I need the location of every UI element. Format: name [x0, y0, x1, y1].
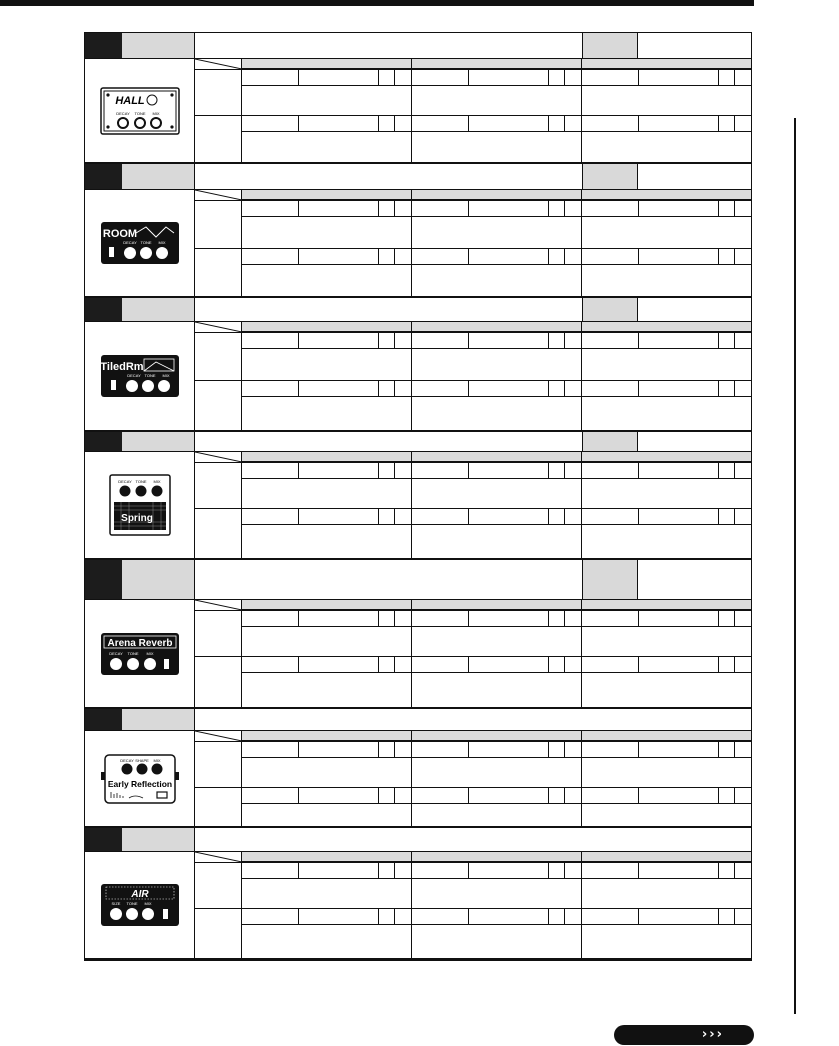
room-reverb-pedal-icon — [100, 221, 180, 265]
effect-number-cell — [85, 709, 122, 730]
value-row-upper — [242, 741, 751, 758]
effect-name-cell — [122, 828, 195, 851]
category-label-cell — [582, 560, 638, 599]
svg-text:DECAY: DECAY — [108, 650, 123, 656]
effect-number-cell — [85, 164, 122, 189]
svg-text:DECAY: DECAY — [126, 373, 141, 378]
explanation-cell — [412, 86, 582, 115]
explanation-cell — [242, 397, 412, 430]
effect-description-cell — [195, 432, 582, 451]
parameter-grid — [195, 852, 751, 958]
explanation-cell — [242, 86, 412, 115]
corner-cell — [195, 322, 242, 332]
row-label-upper — [195, 862, 242, 908]
category-value-cell — [638, 33, 751, 58]
svg-text:TONE: TONE — [125, 901, 138, 906]
pedal-label: Spring — [120, 513, 153, 524]
row-label-upper — [195, 69, 242, 115]
effect-block-arena-reverb — [85, 560, 751, 709]
explanation-cell — [242, 132, 412, 162]
effect-image-cell — [85, 600, 195, 707]
effect-header — [85, 828, 751, 852]
category-value-cell — [638, 164, 751, 189]
effect-number-cell — [85, 560, 122, 599]
value-row-lower — [242, 908, 751, 925]
pedal-label: ROOM — [102, 228, 137, 240]
row-label-upper — [195, 462, 242, 508]
pedal-label: Arena Reverb — [106, 637, 173, 649]
effect-block-hall — [85, 33, 751, 164]
row-label-upper — [195, 741, 242, 787]
parameter-header-2 — [412, 600, 582, 610]
corner-cell — [195, 600, 242, 610]
explanation-cell — [242, 479, 412, 508]
svg-text:MIX: MIX — [152, 479, 161, 484]
parameter-header-2 — [412, 731, 582, 741]
tiled-room-pedal-icon — [100, 354, 180, 398]
parameter-header-1 — [242, 59, 412, 69]
parameter-grid — [195, 322, 751, 430]
effect-block-spring — [85, 432, 751, 560]
category-value-cell — [638, 298, 751, 321]
pedal-label: HALL — [114, 94, 145, 107]
arena-reverb-pedal-icon — [100, 632, 180, 676]
parameter-header-3 — [582, 731, 751, 741]
value-row-lower — [242, 656, 751, 673]
effect-header — [85, 298, 751, 322]
category-value-cell — [638, 432, 751, 451]
pedal-label: TiledRm — [99, 361, 144, 373]
explanation-cell — [242, 673, 412, 707]
parameter-header-1 — [242, 452, 412, 462]
effect-image-cell — [85, 731, 195, 826]
effect-header — [85, 33, 751, 59]
category-label-cell — [582, 33, 638, 58]
parameter-grid — [195, 190, 751, 296]
effect-header — [85, 432, 751, 452]
explanation-cell — [412, 673, 582, 707]
effect-description-cell — [195, 33, 582, 58]
parameter-grid — [195, 59, 751, 162]
parameter-header-3 — [582, 600, 751, 610]
parameter-grid — [195, 731, 751, 826]
explanation-cell — [242, 925, 412, 958]
row-label-lower — [195, 248, 242, 296]
parameter-header-2 — [412, 322, 582, 332]
explanation-cell — [412, 349, 582, 380]
value-row-lower — [242, 115, 751, 132]
effect-image-cell — [85, 59, 195, 162]
corner-cell — [195, 452, 242, 462]
svg-text:DECAY: DECAY — [122, 240, 137, 245]
explanation-cell — [412, 397, 582, 430]
category-label-cell — [582, 432, 638, 451]
effect-image-cell — [85, 190, 195, 296]
corner-cell — [195, 731, 242, 741]
value-row-upper — [242, 610, 751, 627]
row-label-lower — [195, 508, 242, 558]
parameter-grid — [195, 600, 751, 707]
effect-name-cell — [122, 709, 195, 730]
air-pedal-icon — [100, 883, 180, 927]
parameter-header-2 — [412, 852, 582, 862]
explanation-cell — [412, 479, 582, 508]
effect-name-cell — [122, 164, 195, 189]
row-label-upper — [195, 200, 242, 248]
svg-text:DECAY: DECAY — [115, 110, 130, 116]
explanation-cell — [242, 627, 412, 656]
effect-description-cell — [195, 709, 751, 730]
row-label-lower — [195, 380, 242, 430]
value-row-upper — [242, 69, 751, 86]
explanation-cell — [412, 132, 582, 162]
value-row-lower — [242, 380, 751, 397]
parameter-header-3 — [582, 190, 751, 200]
parameter-header-1 — [242, 600, 412, 610]
parameter-header-1 — [242, 852, 412, 862]
effect-description-cell — [195, 828, 751, 851]
top-rule — [0, 0, 754, 6]
explanation-cell — [412, 879, 582, 908]
category-label-cell — [582, 164, 638, 189]
explanation-cell — [412, 265, 582, 296]
svg-text:TONE: TONE — [126, 650, 139, 656]
value-row-lower — [242, 508, 751, 525]
explanation-cell — [412, 217, 582, 248]
value-row-lower — [242, 248, 751, 265]
bottom-rule — [84, 959, 752, 961]
effect-header — [85, 164, 751, 190]
svg-text:DECAY: DECAY — [119, 757, 134, 763]
parameter-header-2 — [412, 59, 582, 69]
category-value-cell — [638, 560, 751, 599]
svg-text:TONE: TONE — [139, 240, 152, 245]
svg-text:TONE: TONE — [134, 479, 147, 484]
explanation-cell — [412, 627, 582, 656]
category-label-cell — [582, 298, 638, 321]
explanation-cell — [242, 217, 412, 248]
explanation-cell — [412, 925, 582, 958]
value-row-upper — [242, 462, 751, 479]
svg-text:TONE: TONE — [143, 373, 156, 378]
explanation-cell — [242, 349, 412, 380]
value-row-upper — [242, 332, 751, 349]
effect-header — [85, 709, 751, 731]
effect-block-room — [85, 164, 751, 298]
effect-block-tiled-room — [85, 298, 751, 432]
effect-number-cell — [85, 828, 122, 851]
chevron-right-icon: ››› — [701, 1027, 724, 1042]
effect-name-cell — [122, 432, 195, 451]
early-reflection-pedal-icon — [101, 754, 179, 804]
row-label-upper — [195, 610, 242, 656]
effect-image-cell — [85, 852, 195, 958]
effect-number-cell — [85, 33, 122, 58]
parameter-header-3 — [582, 452, 751, 462]
value-row-upper — [242, 862, 751, 879]
svg-text:MIX: MIX — [157, 240, 166, 245]
explanation-cell — [242, 758, 412, 787]
effect-block-early-reflection — [85, 709, 751, 828]
row-label-upper — [195, 332, 242, 380]
parameter-header-1 — [242, 731, 412, 741]
effect-header — [85, 560, 751, 600]
corner-cell — [195, 190, 242, 200]
parameter-header-1 — [242, 322, 412, 332]
hall-reverb-pedal-icon — [100, 87, 180, 135]
row-label-lower — [195, 656, 242, 707]
parameter-header-2 — [412, 452, 582, 462]
explanation-cell — [412, 804, 582, 826]
pedal-label: AIR — [130, 889, 149, 900]
next-page-button[interactable] — [614, 1025, 754, 1045]
explanation-cell — [242, 879, 412, 908]
svg-text:TONE: TONE — [133, 110, 146, 116]
svg-text:SIZE: SIZE — [111, 901, 120, 906]
parameter-header-2 — [412, 190, 582, 200]
corner-cell — [195, 59, 242, 69]
effect-number-cell — [85, 298, 122, 321]
explanation-cell — [412, 525, 582, 558]
row-label-lower — [195, 115, 242, 162]
spring-reverb-pedal-icon — [109, 474, 171, 536]
effect-image-cell — [85, 322, 195, 430]
svg-text:MIX: MIX — [143, 901, 152, 906]
effect-name-cell — [122, 560, 195, 599]
effect-name-cell — [122, 298, 195, 321]
svg-text:SHAPE: SHAPE — [134, 757, 149, 763]
effect-description-cell — [195, 560, 582, 599]
explanation-cell — [412, 758, 582, 787]
corner-cell — [195, 852, 242, 862]
explanation-cell — [242, 804, 412, 826]
effect-image-cell — [85, 452, 195, 558]
svg-text:MIX: MIX — [145, 650, 154, 656]
parameter-header-3 — [582, 59, 751, 69]
row-label-lower — [195, 908, 242, 958]
parameter-header-3 — [582, 322, 751, 332]
effect-description-cell — [195, 164, 582, 189]
effect-description-cell — [195, 298, 582, 321]
effect-number-cell — [85, 432, 122, 451]
effect-table — [84, 32, 752, 959]
side-rule — [794, 118, 796, 1014]
pedal-label: Early Reflection — [107, 778, 172, 789]
effect-block-air — [85, 828, 751, 958]
value-row-lower — [242, 787, 751, 804]
explanation-cell — [242, 525, 412, 558]
parameter-header-1 — [242, 190, 412, 200]
svg-text:DECAY: DECAY — [117, 479, 132, 484]
svg-text:MIX: MIX — [161, 373, 170, 378]
parameter-header-3 — [582, 852, 751, 862]
explanation-cell — [242, 265, 412, 296]
svg-text:MIX: MIX — [152, 757, 161, 763]
effect-name-cell — [122, 33, 195, 58]
value-row-upper — [242, 200, 751, 217]
svg-text:MIX: MIX — [151, 110, 160, 116]
parameter-grid — [195, 452, 751, 558]
row-label-lower — [195, 787, 242, 826]
